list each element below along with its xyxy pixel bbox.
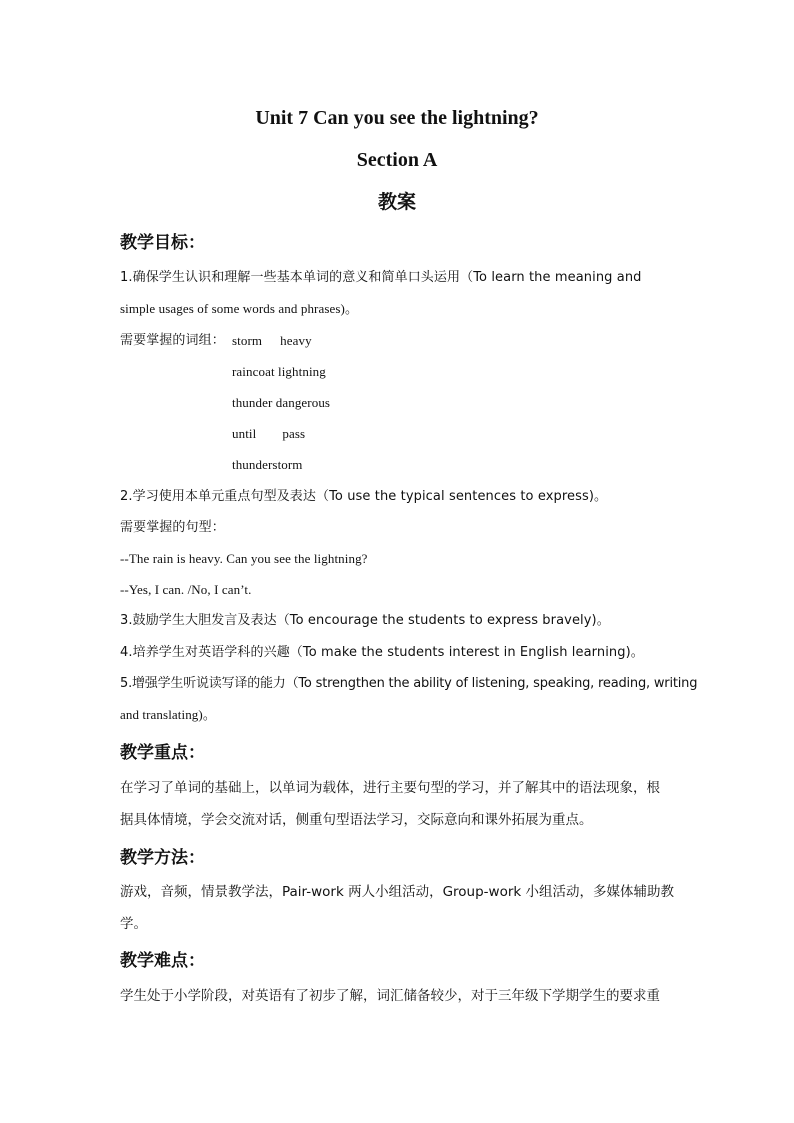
sentence-2: --Yes, I can. /No, I can’t. bbox=[120, 582, 252, 597]
objective-3: 3.鼓励学生大胆发言及表达（To encourage the students to express bravely)。 bbox=[120, 613, 610, 628]
vocab-word: storm bbox=[232, 333, 263, 348]
sentence-label: 需要掌握的句型： bbox=[120, 520, 225, 535]
vocab-row-5 bbox=[232, 456, 303, 474]
objective-1-line-2: simple usages of some words and phrases)。 bbox=[120, 301, 359, 316]
objective-4: 4.培养学生对英语学科的兴趣（To make the students interest in English learning)。 bbox=[120, 645, 644, 660]
key-points-heading: 教学重点： bbox=[120, 743, 205, 763]
difficulties-heading: 教学难点： bbox=[120, 951, 205, 971]
vocab-word: until bbox=[232, 426, 257, 441]
objective-5-line-2: and translating)。 bbox=[120, 707, 216, 722]
key-points-line-2: 据具体情境，学会交流对话，侧重句型语法学习，交际意向和课外拓展为重点。 bbox=[120, 812, 593, 828]
methods-line-1: 游戏，音频，情景教学法，Pair-work 两人小组活动，Group-work 小组活动，多媒体辅助教 bbox=[120, 884, 675, 900]
objective-5-line-1: 5.增强学生听说读写译的能力（To strengthen the ability of listening, speaking, reading, writing bbox=[120, 676, 698, 691]
objective-2: 2.学习使用本单元重点句型及表达（To use the typical sentences to express)。 bbox=[120, 489, 608, 504]
difficulties-line-1: 学生处于小学阶段，对英语有了初步了解，词汇储备较少，对于三年级下学期学生的要求重 bbox=[120, 988, 660, 1004]
vocab-row-1 bbox=[232, 332, 312, 350]
doc-type-title: 教案 bbox=[377, 191, 416, 213]
section-title: Section A bbox=[356, 149, 438, 171]
vocab-word: heavy bbox=[280, 333, 312, 348]
vocab-label: 需要掌握的词组： bbox=[120, 333, 225, 348]
key-points-line-1: 在学习了单词的基础上，以单词为载体，进行主要句型的学习，并了解其中的语法现象，根 bbox=[120, 780, 660, 796]
objective-1-line-1: 1.确保学生认识和理解一些基本单词的意义和简单口头运用（To learn the meaning and bbox=[120, 270, 642, 285]
sentence-1: --The rain is heavy. Can you see the lightning? bbox=[120, 551, 368, 566]
vocab-word: raincoat lightning bbox=[232, 364, 326, 379]
vocab-word: thunder dangerous bbox=[232, 395, 331, 410]
document-title: Unit 7 Can you see the lightning? bbox=[255, 107, 539, 129]
vocab-row-4 bbox=[232, 425, 305, 443]
methods-heading: 教学方法： bbox=[120, 848, 205, 868]
methods-line-2: 学。 bbox=[120, 916, 147, 932]
vocab-word: thunderstorm bbox=[232, 457, 303, 472]
objectives-heading: 教学目标： bbox=[120, 233, 205, 253]
vocab-word: pass bbox=[282, 426, 306, 441]
vocab-row-2 bbox=[232, 363, 326, 381]
vocab-row-3 bbox=[232, 394, 330, 412]
